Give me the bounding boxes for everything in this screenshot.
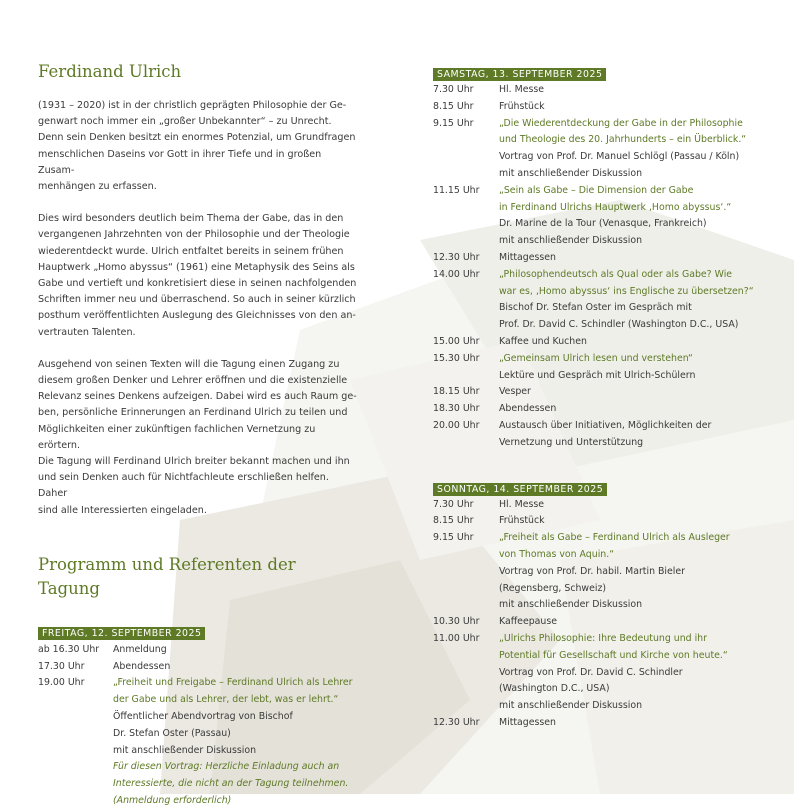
- schedule-text: Prof. Dr. David C. Schindler (Washington D.C., USA): [499, 319, 739, 331]
- intro-line: (1931 – 2020) ist in der christlich geprägten Philosophie der Ge-: [38, 100, 347, 111]
- schedule-text: Austausch über Initiativen, Möglichkeiten der: [499, 419, 712, 431]
- schedule-time: 15.00 Uhr: [433, 335, 480, 347]
- schedule-text: Dr. Marine de la Tour (Venasque, Frankreich): [499, 218, 707, 230]
- schedule-content: [113, 642, 360, 659]
- schedule-time: 14.00 Uhr: [433, 268, 480, 280]
- intro-line: menschlichen Daseins vor Gott in ihrer Tiefe und in großen Zusam-: [38, 148, 322, 176]
- schedule-time: 10.30 Uhr: [433, 616, 480, 628]
- schedule-content: [499, 513, 763, 530]
- intro-line: menhängen zu erfassen.: [38, 181, 157, 193]
- schedule-item: [433, 401, 763, 418]
- schedule-item: [433, 267, 763, 334]
- friday-date-badge: FREITAG, 12. SEPTEMBER 2025: [38, 627, 205, 640]
- note-text: (Anmeldung erforderlich): [113, 795, 232, 807]
- intro-line: diesem großen Denker und Lehrer eröffnen und die existenzielle: [38, 375, 348, 387]
- schedule-item: [433, 631, 763, 715]
- schedule-content: [499, 614, 763, 631]
- schedule-text: Öffentlicher Abendvortrag von Bischof: [113, 711, 293, 723]
- schedule-text: Frühstück: [499, 100, 545, 112]
- schedule-content: [499, 497, 763, 514]
- schedule-item: [433, 183, 763, 250]
- schedule-item: [433, 334, 763, 351]
- intro-paragraph: [38, 357, 360, 519]
- sunday-date-badge: SONNTAG, 14. SEPTEMBER 2025: [433, 483, 607, 496]
- schedule-time: 19.00 Uhr: [38, 677, 85, 689]
- schedule-content: [499, 631, 763, 715]
- schedule-item: [433, 715, 763, 732]
- schedule-time: 8.15 Uhr: [433, 515, 474, 527]
- schedule-time: 12.30 Uhr: [433, 251, 480, 263]
- schedule-content: [499, 401, 763, 418]
- schedule-text: Kaffee und Kuchen: [499, 335, 587, 347]
- program-heading: Programm und Referenten der Tagung: [38, 554, 296, 598]
- schedule-text: Lektüre und Gespräch mit Ulrich-Schülern: [499, 369, 696, 381]
- schedule-text: (Washington D.C., USA): [499, 683, 610, 695]
- schedule-text: Vortrag von Prof. Dr. Manuel Schlögl (Passau / Köln): [499, 151, 740, 163]
- schedule-text: Abendessen: [499, 403, 557, 415]
- schedule-text: Kaffeepause: [499, 616, 558, 628]
- schedule-time: 11.00 Uhr: [433, 632, 480, 644]
- intro-paragraph: [38, 98, 360, 195]
- schedule-content: [499, 384, 763, 401]
- schedule-content: [499, 250, 763, 267]
- schedule-item: [433, 614, 763, 631]
- intro-line: Möglichkeiten einer zukünftigen fachlichen Vernetzung zu erörtern.: [38, 423, 316, 451]
- schedule-item: [433, 530, 763, 614]
- right-column: [433, 62, 763, 732]
- talk-title: „Freiheit als Gabe – Ferdinand Ulrich als Ausleger: [499, 532, 730, 544]
- schedule-item: [433, 99, 763, 116]
- schedule-content: [499, 267, 763, 334]
- schedule-text: Hl. Messe: [499, 84, 545, 95]
- schedule-text: Vortrag von Prof. Dr. David C. Schindler: [499, 666, 683, 678]
- schedule-time: 12.30 Uhr: [433, 716, 480, 728]
- schedule-text: Abendessen: [113, 660, 171, 672]
- schedule-content: [499, 334, 763, 351]
- schedule-content: [499, 82, 763, 99]
- intro-line: vergangenen Jahrzehnten von der Philosophie und der Theologie: [38, 229, 350, 241]
- schedule-text: mit anschließender Diskussion: [499, 599, 643, 611]
- talk-title: „Ulrichs Philosophie: Ihre Bedeutung und ihr: [499, 632, 707, 644]
- intro-line: wiederentdeckt wurde. Ulrich entfaltet bereits in seinem frühen: [38, 245, 344, 257]
- schedule-item: [433, 82, 763, 99]
- sunday-section: [433, 477, 763, 732]
- schedule-time: ab 16.30 Uhr: [38, 643, 100, 655]
- talk-title: der Gabe und als Lehrer, der lebt, was er lehrt.“: [113, 694, 339, 706]
- saturday-date-badge: SAMSTAG, 13. SEPTEMBER 2025: [433, 68, 606, 81]
- schedule-text: Vesper: [499, 386, 531, 398]
- schedule-time: 11.15 Uhr: [433, 184, 480, 196]
- sunday-schedule: [433, 497, 763, 732]
- schedule-content: [499, 116, 763, 183]
- schedule-item: [433, 116, 763, 183]
- intro-line: Hauptwerk „Homo abyssus“ (1961) eine Metaphysik des Seins als: [38, 261, 355, 273]
- schedule-content: [113, 675, 360, 809]
- schedule-time: 18.30 Uhr: [433, 403, 480, 415]
- friday-section: [38, 621, 360, 810]
- intro-line: Denn sein Denken besitzt ein enormes Potenzial, um Grundfragen: [38, 132, 356, 144]
- schedule-text: (Regensberg, Schweiz): [499, 582, 607, 594]
- intro-paragraph: [38, 211, 360, 341]
- intro-line: Gabe und vertieft und konkretisiert diese in seinen nachfolgenden: [38, 278, 357, 290]
- schedule-time: 17.30 Uhr: [38, 660, 85, 672]
- talk-title: Potential für Gesellschaft und Kirche von heute.“: [499, 649, 728, 661]
- talk-title: in Ferdinand Ulrichs Hauptwerk ‚Homo abyssus‘.“: [499, 201, 732, 213]
- intro-line: Die Tagung will Ferdinand Ulrich breiter bekannt machen und ihn: [38, 456, 350, 468]
- schedule-content: [499, 418, 763, 452]
- intro-line: Schriften immer neu und überraschend. So auch in seiner kürzlich: [38, 294, 356, 306]
- schedule-text: Anmeldung: [113, 643, 167, 655]
- schedule-time: 8.15 Uhr: [433, 100, 474, 112]
- schedule-item: [433, 513, 763, 530]
- schedule-item: [433, 418, 763, 452]
- schedule-text: Hl. Messe: [499, 498, 545, 510]
- intro-line: Dies wird besonders deutlich beim Thema der Gabe, das in den: [38, 213, 344, 225]
- intro-heading: Ferdinand Ulrich: [38, 62, 182, 81]
- schedule-time: 20.00 Uhr: [433, 419, 480, 431]
- talk-title: und Theologie des 20. Jahrhunderts – ein Überblick.“: [499, 134, 747, 146]
- schedule-text: Mittagessen: [499, 251, 556, 263]
- talk-title: „Gemeinsam Ulrich lesen und verstehen“: [499, 352, 693, 364]
- schedule-text: Vortrag von Prof. Dr. habil. Martin Bieler: [499, 565, 686, 577]
- schedule-content: [113, 659, 360, 676]
- schedule-text: Bischof Dr. Stefan Oster im Gespräch mit: [499, 302, 692, 314]
- schedule-time: 7.30 Uhr: [433, 498, 474, 510]
- intro-text: [38, 98, 360, 519]
- talk-title: „Philosophendeutsch als Qual oder als Gabe? Wie: [499, 268, 733, 280]
- note-text: Für diesen Vortrag: Herzliche Einladung auch an: [113, 761, 340, 773]
- talk-title: „Die Wiederentdeckung der Gabe in der Philosophie: [499, 117, 743, 129]
- intro-line: genwart noch immer ein „großer Unbekannter“ – zu Unrecht.: [38, 116, 332, 128]
- schedule-item: [433, 497, 763, 514]
- intro-line: Ausgehend von seinen Texten will die Tagung einen Zugang zu: [38, 358, 340, 370]
- note-text: Interessierte, die nicht an der Tagung teilnehmen.: [113, 778, 349, 790]
- schedule-text: Dr. Stefan Oster (Passau): [113, 727, 231, 739]
- saturday-schedule: [433, 82, 763, 452]
- intro-line: vertrauten Talenten.: [38, 326, 136, 338]
- intro-line: posthum veröffentlichten Auslegung des Gleichnisses von den an-: [38, 310, 356, 322]
- talk-title: von Thomas von Aquin.“: [499, 548, 615, 560]
- schedule-text: mit anschließender Diskussion: [499, 167, 643, 179]
- talk-title: „Freiheit und Freigabe – Ferdinand Ulrich als Lehrer: [113, 677, 353, 689]
- schedule-time: 9.15 Uhr: [433, 532, 474, 544]
- schedule-item: [38, 675, 360, 809]
- schedule-text: mit anschließender Diskussion: [499, 700, 643, 712]
- schedule-content: [499, 351, 763, 385]
- schedule-item: [433, 384, 763, 401]
- schedule-text: mit anschließender Diskussion: [499, 235, 643, 247]
- schedule-text: Vernetzung und Unterstützung: [499, 436, 644, 448]
- intro-line: Relevanz seines Denkens aufzeigen. Dabei wird es auch Raum ge-: [38, 391, 357, 403]
- schedule-content: [499, 530, 763, 614]
- schedule-content: [499, 183, 763, 250]
- schedule-item: [433, 250, 763, 267]
- saturday-section: [433, 62, 763, 452]
- intro-line: und sein Denken auch für Nichtfachleute erschließen helfen. Daher: [38, 472, 329, 500]
- schedule-time: 18.15 Uhr: [433, 386, 480, 398]
- friday-schedule: [38, 642, 360, 810]
- schedule-time: 7.30 Uhr: [433, 84, 474, 95]
- left-column: [38, 60, 360, 810]
- schedule-time: 15.30 Uhr: [433, 352, 480, 364]
- schedule-item: [433, 351, 763, 385]
- schedule-text: Frühstück: [499, 515, 545, 527]
- intro-line: ben, persönliche Erinnerungen an Ferdinand Ulrich zu teilen und: [38, 407, 348, 419]
- schedule-time: 9.15 Uhr: [433, 117, 474, 129]
- schedule-item: [38, 659, 360, 676]
- intro-line: sind alle Interessierten eingeladen.: [38, 504, 207, 516]
- schedule-content: [499, 99, 763, 116]
- schedule-text: mit anschließender Diskussion: [113, 744, 257, 756]
- talk-title: war es, ‚Homo abyssus‘ ins Englische zu übersetzen?“: [499, 285, 754, 297]
- schedule-item: [38, 642, 360, 659]
- talk-title: „Sein als Gabe – Die Dimension der Gabe: [499, 184, 694, 196]
- schedule-content: [499, 715, 763, 732]
- schedule-text: Mittagessen: [499, 716, 556, 728]
